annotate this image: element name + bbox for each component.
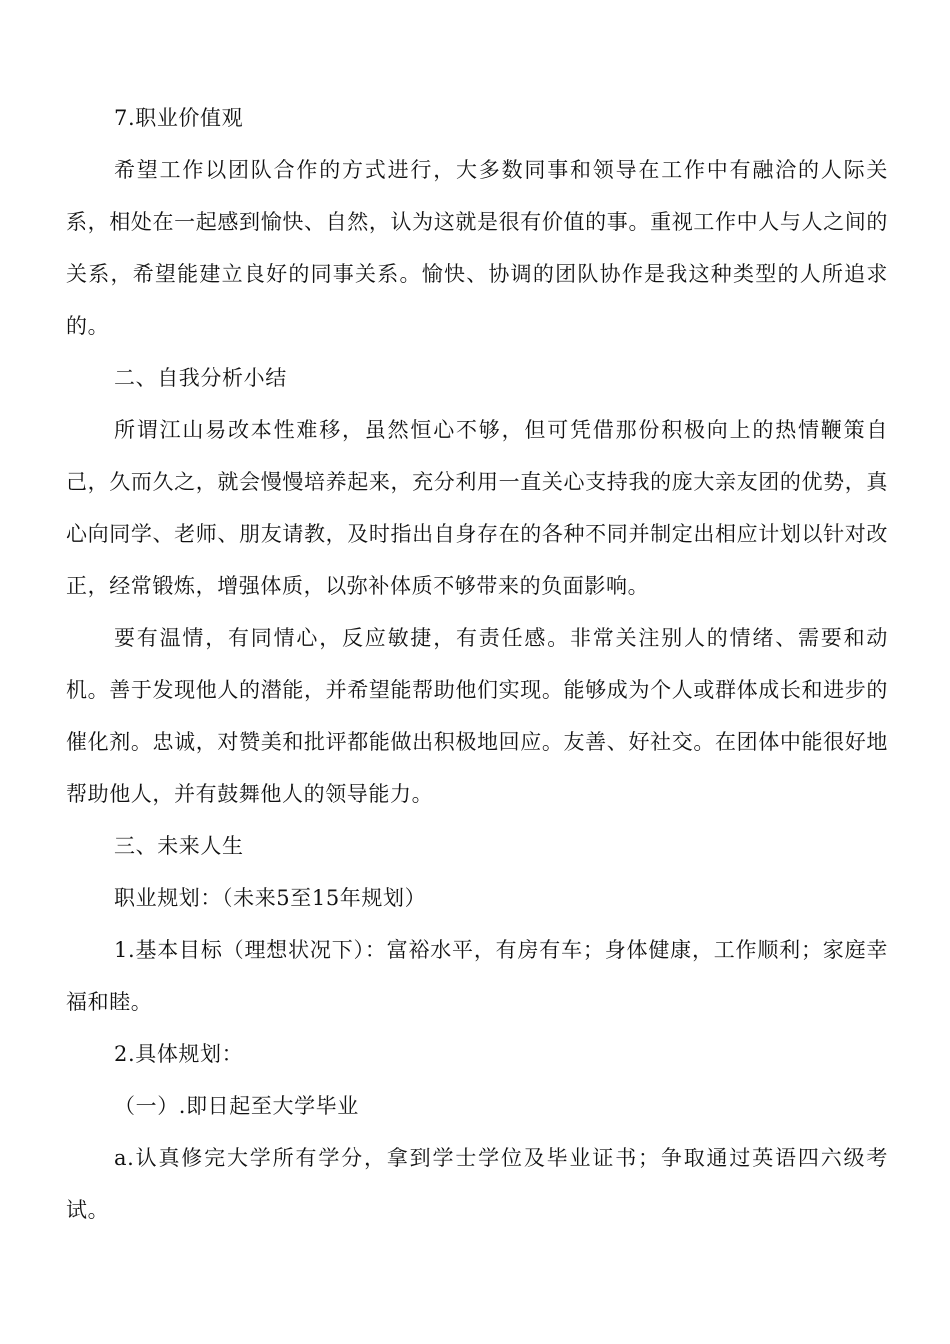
- heading-self-analysis-summary: 二、自我分析小结: [114, 366, 287, 390]
- paragraph-credits-and-cet: a.认真修完大学所有学分，拿到学士学位及毕业证书；争取通过英语四六级考试。: [66, 1146, 888, 1222]
- heading-until-graduation: （一）.即日起至大学毕业: [114, 1094, 359, 1118]
- heading-career-values: 7.职业价值观: [114, 106, 244, 130]
- document-body: [66, 92, 888, 1236]
- paragraph-team-work: 希望工作以团队合作的方式进行，大多数同事和领导在工作中有融洽的人际关系，相处在一起感到愉快、自然，认为这就是很有价值的事。重视工作中人与人之间的关系，希望能建立良好的同事关系。愉快、协调的团队协作是我这种类型的人所追求的。: [66, 158, 888, 338]
- heading-specific-plan: 2.具体规划：: [114, 1042, 244, 1066]
- heading-future-life: 三、未来人生: [114, 834, 244, 858]
- paragraph-basic-goals: 1.基本目标（理想状况下）：富裕水平，有房有车；身体健康，工作顺利；家庭幸福和睦。: [66, 938, 888, 1014]
- paragraph-self-improvement: 所谓江山易改本性难移，虽然恒心不够，但可凭借那份积极向上的热情鞭策自己，久而久之，就会慢慢培养起来，充分利用一直关心支持我的庞大亲友团的优势，真心向同学、老师、朋友请教，及时指出自身存在的各种不同并制定出相应计划以针对改正，经常锻炼，增强体质，以弥补体质不够带来的负面影响。: [66, 418, 888, 598]
- paragraph-personality-traits: 要有温情，有同情心，反应敏捷，有责任感。非常关注别人的情绪、需要和动机。善于发现他人的潜能，并希望能帮助他们实现。能够成为个人或群体成长和进步的催化剂。忠诚，对赞美和批评都能做出积极地回应。友善、好社交。在团体中能很好地帮助他人，并有鼓舞他人的领导能力。: [66, 626, 888, 806]
- paragraph-career-plan-intro: 职业规划：（未来5至15年规划）: [114, 886, 427, 910]
